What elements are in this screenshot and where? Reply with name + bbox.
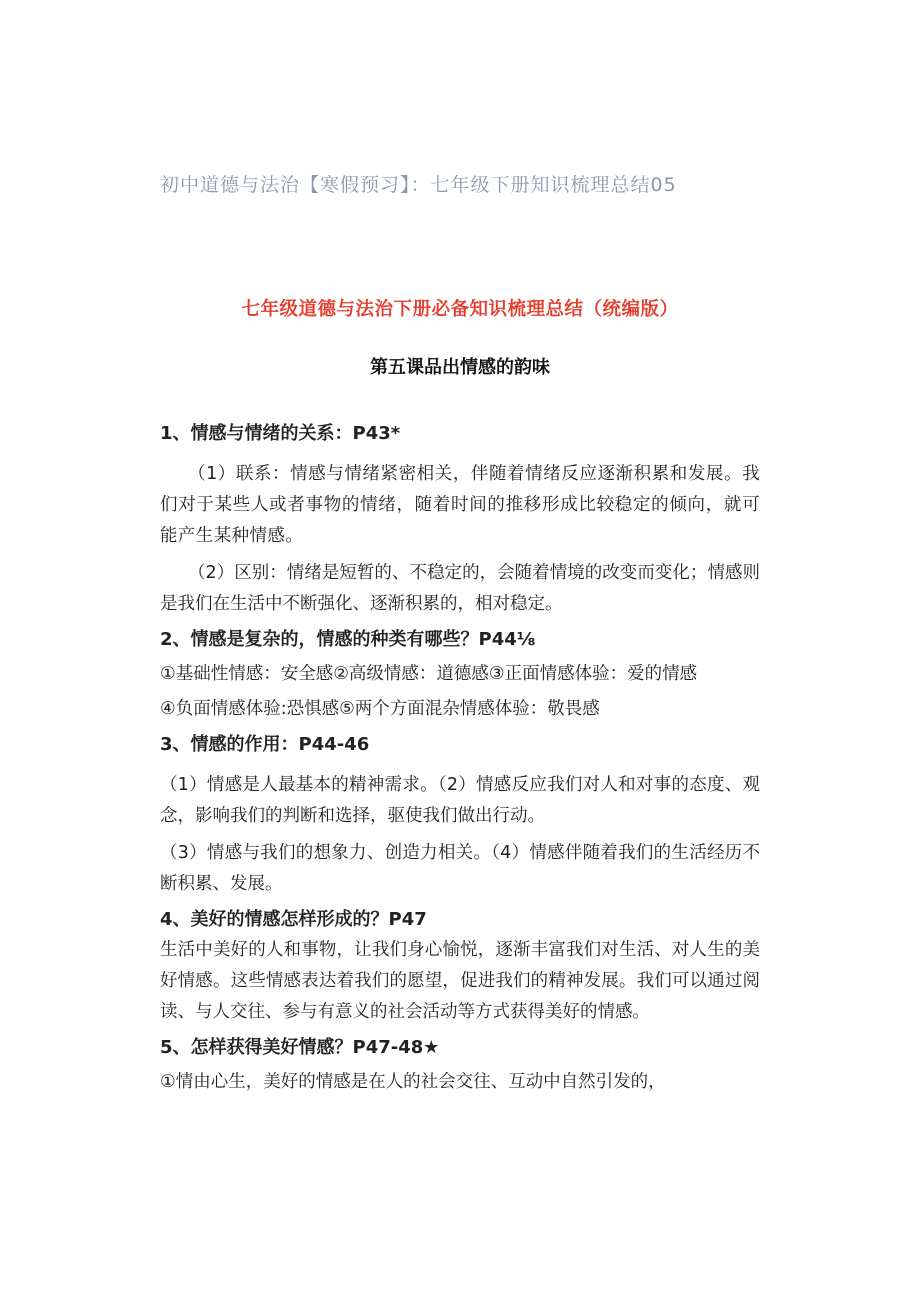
paragraph: 生活中美好的人和事物，让我们身心愉悦，逐渐丰富我们对生活、对人生的美好情感。这些情感表达着我们的愿望，促进我们的精神发展。我们可以通过阅读、与人交往、参与有意义的社会活动等方式获得美好的情感。 [160, 940, 760, 1022]
paragraph: （1）联系：情感与情绪紧密相关，伴随着情绪反应逐渐积累和发展。我们对于某些人或者事物的情绪，随着时间的推移形成比较稳定的倾向，就可能产生某种情感。 [160, 464, 760, 546]
document-title: 初中道德与法治【寒假预习】：七年级下册知识梳理总结05 [160, 174, 677, 196]
lesson-heading: 第五课品出情感的韵味 [370, 357, 550, 378]
paragraph: ①情由心生，美好的情感是在人的社会交往、互动中自然引发的， [160, 1072, 666, 1092]
question-heading: 1、情感与情绪的关系：P43* [160, 423, 401, 444]
paragraph: ④负面情感体验:恐惧感⑤两个方面混杂情感体验：敬畏感 [160, 699, 600, 719]
paragraph: （3）情感与我们的想象力、创造力相关。（4）情感伴随着我们的生活经历不断积累、发展。 [160, 843, 760, 894]
paragraph: （1）情感是人最基本的精神需求。（2）情感反应我们对人和对事的态度、观念，影响我们的判断和选择，驱使我们做出行动。 [160, 775, 760, 826]
paragraph: （2）区别：情绪是短暂的、不稳定的，会随着情境的改变而变化；情感则是我们在生活中不断强化、逐渐积累的，相对稳定。 [160, 563, 760, 614]
question-heading: 5、怎样获得美好情感？P47-48★ [160, 1037, 440, 1058]
question-heading: 3、情感的作用：P44-46 [160, 734, 370, 755]
question-heading: 2、情感是复杂的，情感的种类有哪些？P44⅛ [160, 629, 536, 650]
main-heading: 七年级道德与法治下册必备知识梳理总结（统编版） [241, 299, 679, 320]
question-heading: 4、美好的情感怎样形成的？P47 [160, 909, 427, 930]
paragraph: ①基础性情感：安全感②高级情感：道德感③正面情感体验：爱的情感 [160, 664, 698, 684]
content-body [160, 418, 760, 1098]
